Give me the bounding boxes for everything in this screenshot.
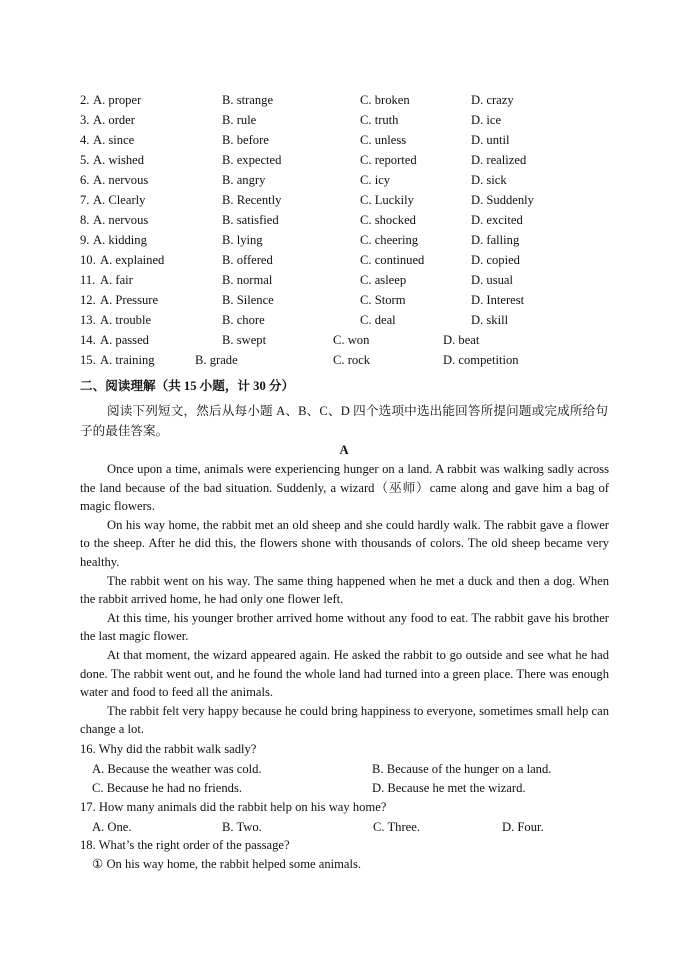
option-a: A. Pressure: [100, 293, 159, 307]
option-a: A. kidding: [93, 233, 147, 247]
question-number: 7.: [80, 193, 90, 207]
option-a: A. trouble: [100, 313, 152, 327]
option-b: B. chore: [222, 313, 265, 327]
passage-paragraph: At that moment, the wizard appeared again. He asked the rabbit to go outside and see what he had done. The rabbit went out, and he found the whole land had turned into a green place. There was enough water and food to feed all the animals.: [80, 647, 609, 700]
option-b: B. expected: [222, 153, 282, 167]
option-c: C. Luckily: [360, 193, 414, 207]
option-c: C. truth: [360, 113, 399, 127]
option-a: A. explained: [100, 253, 165, 267]
option-a: A. Because the weather was cold.: [92, 762, 262, 776]
option-a: A. wished: [93, 153, 145, 167]
option-d: D. skill: [471, 313, 509, 327]
option-b: B. Recently: [222, 193, 282, 207]
question-number: 13.: [80, 313, 96, 327]
option-b: B. offered: [222, 253, 273, 267]
option-c: C. cheering: [360, 233, 419, 247]
option-b: B. before: [222, 133, 269, 147]
passage-paragraph: Once upon a time, animals were experiencing hunger on a land. A rabbit was walking sadly across the land because of the bad situation. Suddenly, a wizard（巫师）came along and gave him a bag of magic flowers.: [80, 462, 609, 514]
passage-paragraph: On his way home, the rabbit met an old sheep and she could hardly walk. The rabbit gave a flower to the sheep. After he did this, the flowers shone with thousands of colors. The old sheep became very healthy.: [80, 517, 609, 569]
option-a: A. passed: [100, 333, 149, 347]
order-item: ① On his way home, the rabbit helped some animals.: [92, 857, 362, 871]
option-c: C. won: [333, 333, 370, 347]
option-b: B. Because of the hunger on a land.: [372, 762, 552, 776]
option-d: D. Interest: [471, 293, 525, 307]
option-c: C. deal: [360, 313, 396, 327]
option-d: D. excited: [471, 213, 523, 227]
question-number: 4.: [80, 133, 90, 147]
option-c: C. Three.: [373, 820, 420, 834]
option-d: D. copied: [471, 253, 520, 267]
option-b: B. rule: [222, 113, 257, 127]
option-a: A. nervous: [93, 213, 149, 227]
question-number: 14.: [80, 333, 96, 347]
option-d: D. Because he met the wizard.: [372, 781, 526, 795]
question-number: 8.: [80, 213, 90, 227]
option-c: C. reported: [360, 153, 417, 167]
option-d: D. ice: [471, 113, 502, 127]
question-number: 11.: [80, 273, 96, 287]
question-number: 10.: [80, 253, 96, 267]
option-b: B. grade: [195, 353, 238, 367]
passage-title: A: [339, 443, 349, 457]
question-number: 12.: [80, 293, 96, 307]
option-b: B. lying: [222, 233, 263, 247]
section-instructions: 阅读下列短文，然后从每小题 A、B、C、D 四个选项中选出能回答所提问题或完成所给句子的最佳答案。: [80, 404, 608, 438]
option-d: D. falling: [471, 233, 520, 247]
option-c: C. Because he had no friends.: [92, 781, 243, 795]
option-c: C. icy: [360, 173, 391, 187]
question-number: 5.: [80, 153, 90, 167]
option-c: C. continued: [360, 253, 425, 267]
passage-body: [80, 460, 609, 739]
passage-paragraph: The rabbit felt very happy because he could bring happiness to everyone, sometimes small help can change a lot.: [80, 703, 609, 737]
option-a: A. fair: [100, 273, 133, 287]
question-stem: 18. What’s the right order of the passage?: [80, 838, 290, 852]
option-b: B. swept: [222, 333, 267, 347]
option-d: D. beat: [443, 333, 480, 347]
option-b: B. Two.: [222, 820, 262, 834]
section-heading: 二、阅读理解（共 15 小题，计 30 分）: [80, 379, 295, 393]
question-number: 15.: [80, 353, 96, 367]
option-c: C. rock: [333, 353, 371, 367]
passage-paragraph: The rabbit went on his way. The same thing happened when he met a duck and then a dog. When the rabbit arrived home, he had only one flower left.: [80, 573, 609, 607]
option-b: B. angry: [222, 173, 266, 187]
question-stem: 17. How many animals did the rabbit help on his way home?: [80, 800, 387, 814]
question-number: 2.: [80, 93, 90, 107]
option-b: B. Silence: [222, 293, 274, 307]
option-c: C. shocked: [360, 213, 416, 227]
passage-paragraph: At this time, his younger brother arrived home without any food to eat. The rabbit gave his brother the last magic flower.: [80, 610, 609, 644]
option-b: B. normal: [222, 273, 273, 287]
option-c: C. asleep: [360, 273, 407, 287]
option-a: A. since: [93, 133, 135, 147]
option-d: D. sick: [471, 173, 507, 187]
question-stem: 16. Why did the rabbit walk sadly?: [80, 742, 257, 756]
option-c: C. unless: [360, 133, 407, 147]
question-number: 6.: [80, 173, 90, 187]
option-a: A. order: [93, 113, 135, 127]
option-a: A. One.: [92, 820, 132, 834]
option-a: A. Clearly: [93, 193, 146, 207]
option-b: B. satisfied: [222, 213, 279, 227]
option-a: A. nervous: [93, 173, 149, 187]
option-d: D. realized: [471, 153, 527, 167]
option-d: D. Suddenly: [471, 193, 534, 207]
option-c: C. Storm: [360, 293, 406, 307]
option-a: A. training: [100, 353, 155, 367]
option-a: A. proper: [93, 93, 142, 107]
option-d: D. crazy: [471, 93, 514, 107]
option-b: B. strange: [222, 93, 274, 107]
question-number: 3.: [80, 113, 90, 127]
option-d: D. until: [471, 133, 510, 147]
option-d: D. Four.: [502, 820, 544, 834]
option-d: D. usual: [471, 273, 513, 287]
option-d: D. competition: [443, 353, 519, 367]
question-number: 9.: [80, 233, 90, 247]
option-c: C. broken: [360, 93, 410, 107]
